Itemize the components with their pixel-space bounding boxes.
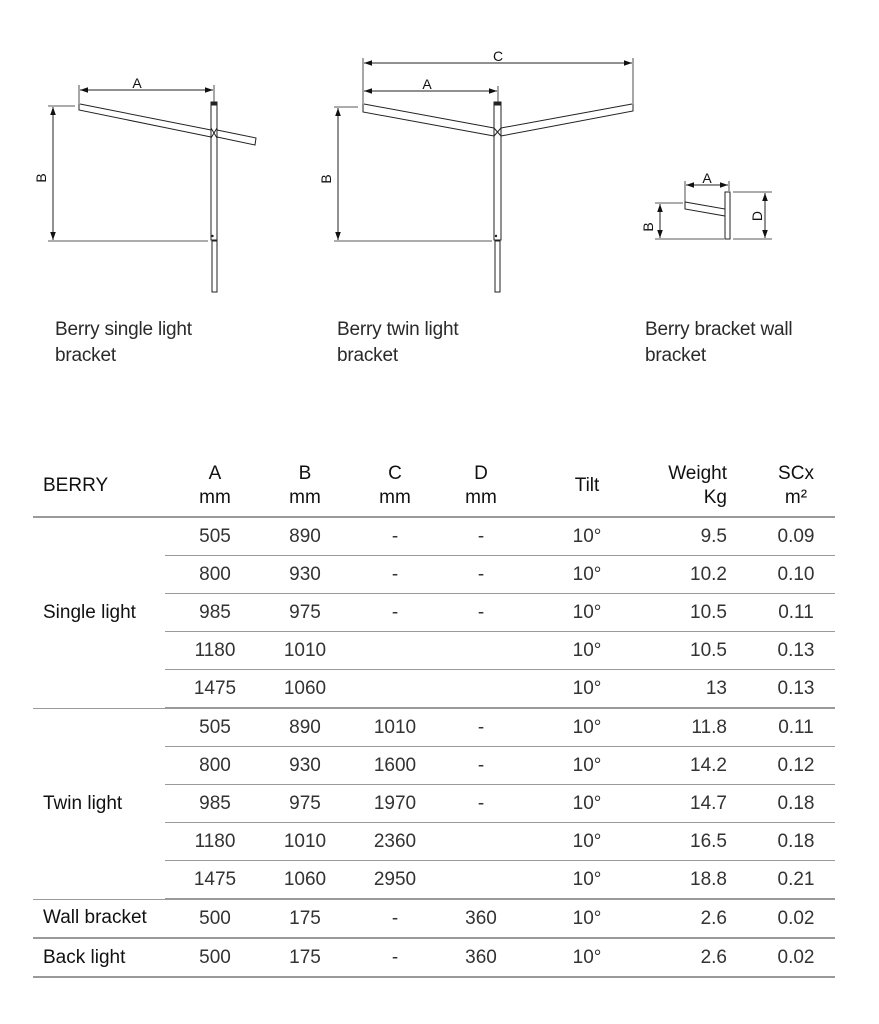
cell-tilt: 10° (517, 708, 657, 747)
cell-b: 890 (265, 517, 345, 556)
cell-scx: 0.13 (757, 670, 835, 709)
cell-scx: 0.02 (757, 938, 835, 977)
label-a-wall: A (702, 170, 712, 186)
twin-light-bracket-drawing (334, 58, 633, 292)
cell-d: - (445, 708, 517, 747)
cell-c: - (345, 938, 445, 977)
label-b-wall: B (640, 222, 656, 232)
cell-c: 1970 (345, 785, 445, 823)
cell-c: - (345, 594, 445, 632)
label-b-twin: B (318, 174, 334, 184)
group-label: Wall bracket (33, 899, 165, 938)
caption-line: bracket (55, 345, 116, 366)
cell-a: 800 (165, 747, 265, 785)
cell-scx: 0.18 (757, 823, 835, 861)
caption-twin-light (337, 317, 557, 369)
cell-scx: 0.10 (757, 556, 835, 594)
header-c-label: C (388, 463, 402, 484)
header-d-label: D (474, 463, 488, 484)
cell-tilt: 10° (517, 899, 657, 938)
specification-table (33, 460, 835, 978)
header-weight-unit: Kg (703, 487, 727, 508)
cell-scx: 0.11 (757, 594, 835, 632)
header-c (345, 460, 445, 517)
cell-scx: 0.13 (757, 632, 835, 670)
cell-weight: 14.2 (657, 747, 757, 785)
cell-b: 1010 (265, 823, 345, 861)
cell-weight: 16.5 (657, 823, 757, 861)
cell-weight: 2.6 (657, 938, 757, 977)
cell-b: 175 (265, 899, 345, 938)
table-row (33, 708, 835, 747)
cell-d: - (445, 517, 517, 556)
cell-weight: 10.2 (657, 556, 757, 594)
caption-line: Berry bracket wall (645, 319, 793, 340)
cell-weight: 14.7 (657, 785, 757, 823)
cell-c: 1600 (345, 747, 445, 785)
header-c-unit: mm (379, 487, 411, 508)
cell-tilt: 10° (517, 785, 657, 823)
header-d-unit: mm (465, 487, 497, 508)
caption-line: Berry twin light (337, 319, 459, 340)
cell-d: - (445, 785, 517, 823)
label-a-twin: A (422, 76, 432, 92)
cell-b: 1060 (265, 670, 345, 709)
header-scx (757, 460, 835, 517)
cell-a: 505 (165, 708, 265, 747)
cell-b: 1060 (265, 861, 345, 900)
cell-weight: 9.5 (657, 517, 757, 556)
single-light-bracket-drawing (48, 85, 256, 292)
group-label: Twin light (33, 708, 165, 899)
header-b-unit: mm (289, 487, 321, 508)
header-scx-label: SCx (778, 463, 814, 484)
table-body (33, 517, 835, 977)
header-tilt: Tilt (517, 460, 657, 517)
cell-a: 1180 (165, 632, 265, 670)
header-a-unit: mm (199, 487, 231, 508)
table-header-row (33, 460, 835, 517)
cell-d: 360 (445, 938, 517, 977)
table-row (33, 899, 835, 938)
cell-tilt: 10° (517, 594, 657, 632)
cell-a: 500 (165, 938, 265, 977)
cell-tilt: 10° (517, 823, 657, 861)
header-a-label: A (208, 463, 222, 484)
cell-c: - (345, 899, 445, 938)
cell-a: 1475 (165, 670, 265, 709)
cell-scx: 0.02 (757, 899, 835, 938)
caption-line: Berry single light (55, 319, 192, 340)
cell-weight: 10.5 (657, 632, 757, 670)
cell-b: 175 (265, 938, 345, 977)
cell-c: - (345, 517, 445, 556)
cell-tilt: 10° (517, 747, 657, 785)
cell-weight: 11.8 (657, 708, 757, 747)
cell-weight: 18.8 (657, 861, 757, 900)
cell-c: 2360 (345, 823, 445, 861)
header-d (445, 460, 517, 517)
cell-c (345, 632, 445, 670)
cell-d: - (445, 556, 517, 594)
caption-line: bracket (337, 345, 398, 366)
cell-d (445, 823, 517, 861)
cell-tilt: 10° (517, 670, 657, 709)
header-b (265, 460, 345, 517)
group-label: Single light (33, 517, 165, 708)
cell-a: 800 (165, 556, 265, 594)
cell-b: 930 (265, 556, 345, 594)
caption-line: bracket (645, 345, 706, 366)
table-row (33, 517, 835, 556)
cell-d: - (445, 747, 517, 785)
label-a-single: A (132, 75, 142, 91)
cell-scx: 0.12 (757, 747, 835, 785)
group-label: Back light (33, 938, 165, 977)
caption-wall-bracket (645, 317, 865, 369)
cell-scx: 0.18 (757, 785, 835, 823)
cell-b: 975 (265, 594, 345, 632)
cell-a: 505 (165, 517, 265, 556)
cell-c: 2950 (345, 861, 445, 900)
header-brand: BERRY (33, 460, 165, 517)
cell-a: 985 (165, 594, 265, 632)
cell-weight: 13 (657, 670, 757, 709)
caption-single-light (55, 317, 275, 369)
label-c-twin: C (492, 48, 504, 64)
cell-weight: 10.5 (657, 594, 757, 632)
cell-weight: 2.6 (657, 899, 757, 938)
cell-d (445, 670, 517, 709)
cell-d (445, 632, 517, 670)
cell-scx: 0.09 (757, 517, 835, 556)
cell-tilt: 10° (517, 556, 657, 594)
label-b-single: B (33, 173, 49, 183)
cell-tilt: 10° (517, 861, 657, 900)
header-b-label: B (298, 463, 312, 484)
cell-b: 975 (265, 785, 345, 823)
cell-c (345, 670, 445, 709)
label-d-wall: D (749, 210, 765, 222)
cell-a: 1475 (165, 861, 265, 900)
cell-tilt: 10° (517, 938, 657, 977)
cell-a: 985 (165, 785, 265, 823)
cell-d: - (445, 594, 517, 632)
header-weight (657, 460, 757, 517)
cell-scx: 0.21 (757, 861, 835, 900)
header-a (165, 460, 265, 517)
cell-a: 1180 (165, 823, 265, 861)
wall-bracket-drawing (655, 181, 772, 239)
table-row (33, 938, 835, 977)
cell-c: 1010 (345, 708, 445, 747)
header-weight-label: Weight (668, 463, 727, 484)
cell-tilt: 10° (517, 632, 657, 670)
cell-b: 1010 (265, 632, 345, 670)
bracket-drawings (0, 0, 879, 310)
cell-scx: 0.11 (757, 708, 835, 747)
cell-c: - (345, 556, 445, 594)
cell-b: 890 (265, 708, 345, 747)
cell-a: 500 (165, 899, 265, 938)
header-scx-unit: m² (784, 487, 808, 508)
cell-b: 930 (265, 747, 345, 785)
cell-d (445, 861, 517, 900)
cell-d: 360 (445, 899, 517, 938)
cell-tilt: 10° (517, 517, 657, 556)
